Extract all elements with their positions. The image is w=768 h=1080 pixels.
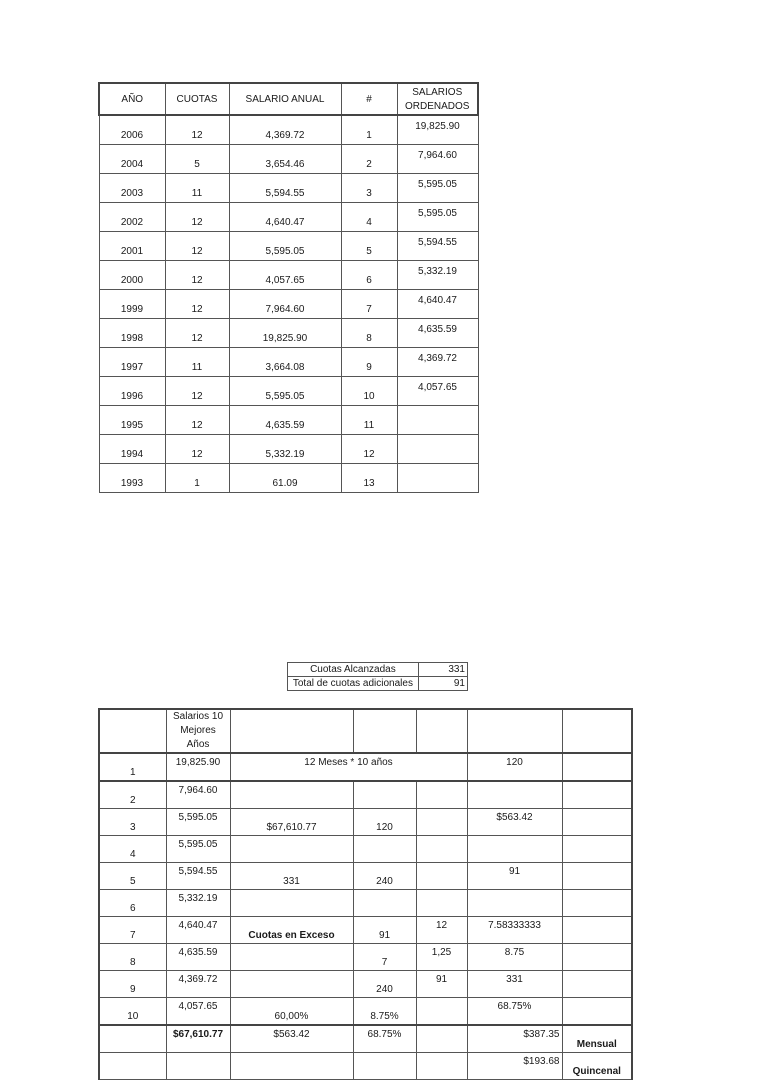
cell-cuotas: 11 bbox=[165, 348, 229, 377]
table-cell: 4 bbox=[99, 836, 166, 863]
table-cell bbox=[230, 890, 353, 917]
table-cell: 120 bbox=[467, 753, 562, 781]
cell-salario-ordenado: 5,594.55 bbox=[397, 232, 478, 261]
cell-salario-anual: 61.09 bbox=[229, 464, 341, 493]
cell-salario-anual: 5,594.55 bbox=[229, 174, 341, 203]
header-cell bbox=[99, 709, 166, 753]
table-cell: 7 bbox=[353, 944, 416, 971]
cell-salario-ordenado: 7,964.60 bbox=[397, 145, 478, 174]
summary-label: Total de cuotas adicionales bbox=[288, 677, 419, 691]
cell-cuotas: 12 bbox=[165, 406, 229, 435]
cell-cuotas: 12 bbox=[165, 435, 229, 464]
table-cell: 91 bbox=[353, 917, 416, 944]
cell-ano: 1994 bbox=[99, 435, 165, 464]
table-cell bbox=[416, 1053, 467, 1080]
cell-number: 2 bbox=[341, 145, 397, 174]
cell-salario-anual: 3,664.08 bbox=[229, 348, 341, 377]
table-cell: 8.75% bbox=[353, 998, 416, 1026]
cell-salario-ordenado: 5,332.19 bbox=[397, 261, 478, 290]
table-cell: 9 bbox=[99, 971, 166, 998]
cell-number: 13 bbox=[341, 464, 397, 493]
col-header-salario-anual: SALARIO ANUAL bbox=[229, 83, 341, 115]
cell-number: 10 bbox=[341, 377, 397, 406]
table-cell: 6 bbox=[99, 890, 166, 917]
table-cell: 1,25 bbox=[416, 944, 467, 971]
table-row bbox=[99, 174, 478, 203]
table-cell bbox=[166, 1053, 230, 1080]
cell-number: 9 bbox=[341, 348, 397, 377]
table-cell: 68.75% bbox=[353, 1025, 416, 1053]
table-row bbox=[99, 998, 632, 1026]
table-cell: 2 bbox=[99, 781, 166, 809]
table-cell: $563.42 bbox=[230, 1025, 353, 1053]
cell-ano: 1998 bbox=[99, 319, 165, 348]
table-row bbox=[99, 319, 478, 348]
cell-salario-ordenado bbox=[397, 406, 478, 435]
summary-value: 91 bbox=[418, 677, 467, 691]
table-cell: 4,057.65 bbox=[166, 998, 230, 1026]
header-salarios-10-mejores: Salarios 10 Mejores Años bbox=[166, 709, 230, 753]
table-cell bbox=[416, 890, 467, 917]
table-cell bbox=[230, 944, 353, 971]
table-row bbox=[99, 1053, 632, 1080]
table-cell: 3 bbox=[99, 809, 166, 836]
table-row bbox=[99, 145, 478, 174]
table-cell: 5,594.55 bbox=[166, 863, 230, 890]
cell-salario-anual: 3,654.46 bbox=[229, 145, 341, 174]
table-cell bbox=[230, 971, 353, 998]
table-cell: 91 bbox=[467, 863, 562, 890]
table-cell bbox=[467, 781, 562, 809]
cell-cuotas: 12 bbox=[165, 115, 229, 145]
cell-cuotas: 12 bbox=[165, 319, 229, 348]
cell-cuotas: 5 bbox=[165, 145, 229, 174]
table-cell: 4,635.59 bbox=[166, 944, 230, 971]
table-cell bbox=[467, 890, 562, 917]
cell-number: 5 bbox=[341, 232, 397, 261]
table-cell bbox=[230, 1053, 353, 1080]
table-row bbox=[99, 863, 632, 890]
cell-ano: 2001 bbox=[99, 232, 165, 261]
table-cell bbox=[562, 944, 632, 971]
table-cell bbox=[416, 809, 467, 836]
table-cell: 331 bbox=[467, 971, 562, 998]
table-row bbox=[99, 971, 632, 998]
table-cell bbox=[562, 998, 632, 1026]
cell-ano: 1995 bbox=[99, 406, 165, 435]
table-cell: Cuotas en Exceso bbox=[230, 917, 353, 944]
cell-ano: 1999 bbox=[99, 290, 165, 319]
summary-row bbox=[288, 677, 468, 691]
cell-salario-anual: 5,332.19 bbox=[229, 435, 341, 464]
cuotas-summary-table bbox=[287, 662, 468, 691]
cell-cuotas: 12 bbox=[165, 290, 229, 319]
table-cell bbox=[99, 1053, 166, 1080]
cell-number: 6 bbox=[341, 261, 397, 290]
table-cell: 5 bbox=[99, 863, 166, 890]
table-cell: 68.75% bbox=[467, 998, 562, 1026]
table-cell bbox=[416, 781, 467, 809]
cell-salario-ordenado: 5,595.05 bbox=[397, 203, 478, 232]
table-cell: 240 bbox=[353, 971, 416, 998]
salary-history-table bbox=[98, 82, 479, 493]
col-header-number: # bbox=[341, 83, 397, 115]
table-cell: $67,610.77 bbox=[230, 809, 353, 836]
table-row bbox=[99, 377, 478, 406]
summary-value: 331 bbox=[418, 663, 467, 677]
table-cell bbox=[353, 781, 416, 809]
header-cell bbox=[353, 709, 416, 753]
cell-number: 8 bbox=[341, 319, 397, 348]
cell-number: 11 bbox=[341, 406, 397, 435]
table-cell bbox=[230, 781, 353, 809]
header-cell bbox=[467, 709, 562, 753]
cell-salario-ordenado: 4,369.72 bbox=[397, 348, 478, 377]
cell-cuotas: 12 bbox=[165, 261, 229, 290]
table-row bbox=[99, 464, 478, 493]
table-cell: 12 Meses * 10 años bbox=[230, 753, 467, 781]
table-cell bbox=[353, 836, 416, 863]
table-cell bbox=[467, 836, 562, 863]
table-cell: 5,595.05 bbox=[166, 836, 230, 863]
table-row bbox=[99, 890, 632, 917]
table-cell bbox=[562, 836, 632, 863]
cell-salario-anual: 5,595.05 bbox=[229, 377, 341, 406]
table-row bbox=[99, 203, 478, 232]
table-cell bbox=[416, 1025, 467, 1053]
table-cell bbox=[562, 890, 632, 917]
table-cell: 5,595.05 bbox=[166, 809, 230, 836]
cell-cuotas: 11 bbox=[165, 174, 229, 203]
header-cell bbox=[230, 709, 353, 753]
table-cell: 12 bbox=[416, 917, 467, 944]
table-cell: Mensual bbox=[562, 1025, 632, 1053]
table-cell bbox=[562, 863, 632, 890]
table-cell: 7 bbox=[99, 917, 166, 944]
table-row bbox=[99, 781, 632, 809]
table-cell: 60,00% bbox=[230, 998, 353, 1026]
cell-number: 4 bbox=[341, 203, 397, 232]
cell-number: 7 bbox=[341, 290, 397, 319]
table-row bbox=[99, 290, 478, 319]
table-cell bbox=[562, 917, 632, 944]
table-cell: 10 bbox=[99, 998, 166, 1026]
cell-number: 3 bbox=[341, 174, 397, 203]
table-row bbox=[99, 1025, 632, 1053]
table-cell: 7.58333333 bbox=[467, 917, 562, 944]
best-salaries-calculation-table bbox=[98, 708, 633, 1080]
table-cell: 8 bbox=[99, 944, 166, 971]
summary-row bbox=[288, 663, 468, 677]
table-header-row bbox=[99, 709, 632, 753]
table-cell: $193.68 bbox=[467, 1053, 562, 1080]
table-cell bbox=[562, 809, 632, 836]
table-cell: 5,332.19 bbox=[166, 890, 230, 917]
table-cell: 331 bbox=[230, 863, 353, 890]
table-row bbox=[99, 435, 478, 464]
table-cell bbox=[416, 998, 467, 1026]
table-cell: 4,369.72 bbox=[166, 971, 230, 998]
table-row bbox=[99, 917, 632, 944]
cell-salario-anual: 4,057.65 bbox=[229, 261, 341, 290]
table-row bbox=[99, 261, 478, 290]
table-row bbox=[99, 944, 632, 971]
table-cell: $67,610.77 bbox=[166, 1025, 230, 1053]
cell-ano: 2004 bbox=[99, 145, 165, 174]
table-header-row bbox=[99, 83, 478, 115]
cell-ano: 2003 bbox=[99, 174, 165, 203]
cell-salario-anual: 7,964.60 bbox=[229, 290, 341, 319]
cell-number: 12 bbox=[341, 435, 397, 464]
table-row bbox=[99, 232, 478, 261]
cell-salario-ordenado bbox=[397, 464, 478, 493]
cell-salario-ordenado: 4,635.59 bbox=[397, 319, 478, 348]
table-cell: 1 bbox=[99, 753, 166, 781]
cell-cuotas: 12 bbox=[165, 377, 229, 406]
table-cell: 19,825.90 bbox=[166, 753, 230, 781]
table-cell bbox=[416, 836, 467, 863]
col-header-cuotas: CUOTAS bbox=[165, 83, 229, 115]
table-cell: 8.75 bbox=[467, 944, 562, 971]
cell-ano: 1997 bbox=[99, 348, 165, 377]
table-cell: $563.42 bbox=[467, 809, 562, 836]
cell-cuotas: 1 bbox=[165, 464, 229, 493]
cell-salario-ordenado bbox=[397, 435, 478, 464]
table-cell bbox=[562, 781, 632, 809]
cell-number: 1 bbox=[341, 115, 397, 145]
cell-salario-ordenado: 19,825.90 bbox=[397, 115, 478, 145]
cell-salario-ordenado: 4,640.47 bbox=[397, 290, 478, 319]
table-cell bbox=[353, 890, 416, 917]
cell-salario-anual: 5,595.05 bbox=[229, 232, 341, 261]
cell-ano: 2006 bbox=[99, 115, 165, 145]
table-cell: $387.35 bbox=[467, 1025, 562, 1053]
table-cell: 240 bbox=[353, 863, 416, 890]
table-cell bbox=[416, 863, 467, 890]
cell-ano: 2000 bbox=[99, 261, 165, 290]
table-row bbox=[99, 348, 478, 377]
cell-salario-anual: 4,369.72 bbox=[229, 115, 341, 145]
cell-ano: 1993 bbox=[99, 464, 165, 493]
table-row bbox=[99, 809, 632, 836]
cell-salario-anual: 4,640.47 bbox=[229, 203, 341, 232]
table-row bbox=[99, 753, 632, 781]
cell-salario-ordenado: 5,595.05 bbox=[397, 174, 478, 203]
cell-cuotas: 12 bbox=[165, 203, 229, 232]
table-cell bbox=[353, 1053, 416, 1080]
table-cell: 91 bbox=[416, 971, 467, 998]
summary-label: Cuotas Alcanzadas bbox=[288, 663, 419, 677]
cell-ano: 2002 bbox=[99, 203, 165, 232]
cell-ano: 1996 bbox=[99, 377, 165, 406]
table-cell: 7,964.60 bbox=[166, 781, 230, 809]
col-header-salarios-ordenados: SALARIOS ORDENADOS bbox=[397, 83, 478, 115]
table-cell: 4,640.47 bbox=[166, 917, 230, 944]
table-cell: Quincenal bbox=[562, 1053, 632, 1080]
cell-salario-anual: 19,825.90 bbox=[229, 319, 341, 348]
col-header-ano: AÑO bbox=[99, 83, 165, 115]
table-cell bbox=[230, 836, 353, 863]
cell-cuotas: 12 bbox=[165, 232, 229, 261]
table-cell bbox=[99, 1025, 166, 1053]
table-row bbox=[99, 836, 632, 863]
header-cell bbox=[416, 709, 467, 753]
table-cell bbox=[562, 971, 632, 998]
header-cell bbox=[562, 709, 632, 753]
table-cell: 120 bbox=[353, 809, 416, 836]
cell-salario-anual: 4,635.59 bbox=[229, 406, 341, 435]
cell-salario-ordenado: 4,057.65 bbox=[397, 377, 478, 406]
table-row bbox=[99, 115, 478, 145]
table-row bbox=[99, 406, 478, 435]
table-cell bbox=[562, 753, 632, 781]
